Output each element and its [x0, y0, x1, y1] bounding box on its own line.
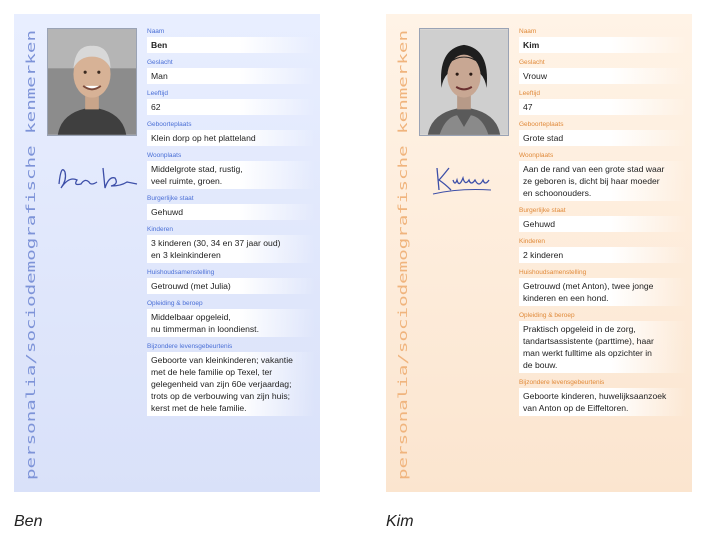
field-kinderen: [147, 226, 315, 263]
field-label: Geslacht: [519, 59, 545, 66]
field-naam: [147, 28, 315, 53]
field-value: Geboorte kinderen, huwelijksaanzoek van Anton op de Eiffeltoren.: [519, 388, 687, 416]
field-value: 62: [147, 99, 315, 115]
field-geslacht: [519, 59, 687, 84]
field-woonplaats: [519, 152, 687, 201]
field-value: Gehuwd: [519, 216, 687, 232]
field-value: Klein dorp op het platteland: [147, 130, 315, 146]
field-naam: [519, 28, 687, 53]
vertical-heading-text: personalia/sociodemografische kenmerken: [396, 193, 410, 480]
field-label: Bijzondere levensgebeurtenis: [147, 343, 233, 350]
field-levensgebeurtenis: [519, 379, 687, 416]
field-value: Middelbaar opgeleid, nu timmerman in loondienst.: [147, 309, 315, 337]
signature-kim-icon: [419, 154, 519, 204]
field-value: Man: [147, 68, 315, 84]
field-value: Gehuwd: [147, 204, 315, 220]
field-value: Getrouwd (met Julia): [147, 278, 315, 294]
field-value: Praktisch opgeleid in de zorg, tandartsassistente (parttime), haar man werkt fulltime als opzichter in de bouw.: [519, 321, 687, 373]
signature: [419, 154, 519, 204]
field-value: Middelgrote stad, rustig, veel ruimte, groen.: [147, 161, 315, 189]
field-value: Geboorte van kleinkinderen; vakantie met de hele familie op Texel, ter gelegenheid van zijn 60e verjaardag; trots op de verbouwing van zijn huis; kerst met de hele familie.: [147, 352, 315, 416]
field-leeftijd: [147, 90, 315, 115]
vertical-heading-text: personalia/sociodemografische kenmerken: [24, 193, 38, 480]
field-label: Naam: [147, 28, 165, 35]
field-value: Vrouw: [519, 68, 687, 84]
field-levensgebeurtenis: [147, 343, 315, 416]
caption-kim: Kim: [386, 513, 414, 530]
field-value: Grote stad: [519, 130, 687, 146]
field-label: Huishoudsamenstelling: [519, 269, 587, 276]
field-value: 2 kinderen: [519, 247, 687, 263]
field-label: Leeftijd: [147, 90, 168, 97]
field-value: Getrouwd (met Anton), twee jonge kinderen en een hond.: [519, 278, 687, 306]
field-label: Woonplaats: [519, 152, 554, 159]
profile-fields: [519, 28, 687, 422]
field-label: Burgerlijke staat: [147, 195, 194, 202]
field-label: Geboorteplaats: [147, 121, 192, 128]
persona-card-ben: [14, 14, 320, 492]
signature: [47, 154, 147, 204]
field-kinderen: [519, 238, 687, 263]
profile-fields: [147, 28, 315, 422]
field-label: Opleiding & beroep: [519, 312, 575, 319]
vertical-heading: [20, 22, 42, 482]
field-label: Geslacht: [147, 59, 173, 66]
field-label: Bijzondere levensgebeurtenis: [519, 379, 605, 386]
field-opleiding-beroep: [147, 300, 315, 337]
field-label: Naam: [519, 28, 537, 35]
caption-ben: Ben: [14, 513, 43, 530]
portrait-photo: [419, 28, 509, 136]
field-value: Aan de rand van een grote stad waar ze geboren is, dicht bij haar moeder en schoonouders.: [519, 161, 687, 201]
field-burgerlijke-staat: [147, 195, 315, 220]
field-burgerlijke-staat: [519, 207, 687, 232]
field-huishoudsamenstelling: [147, 269, 315, 294]
field-geboorteplaats: [147, 121, 315, 146]
vertical-heading: [392, 22, 414, 482]
field-label: Opleiding & beroep: [147, 300, 203, 307]
signature-ben-icon: [47, 154, 147, 204]
field-value: 3 kinderen (30, 34 en 37 jaar oud) en 3 kleinkinderen: [147, 235, 315, 263]
field-label: Burgerlijke staat: [519, 207, 566, 214]
field-label: Leeftijd: [519, 90, 540, 97]
field-huishoudsamenstelling: [519, 269, 687, 306]
field-label: Geboorteplaats: [519, 121, 564, 128]
portrait-woman-icon: [420, 29, 508, 135]
field-value: 47: [519, 99, 687, 115]
persona-card-kim: [386, 14, 692, 492]
portrait-photo: [47, 28, 137, 136]
portrait-man-icon: [48, 29, 136, 135]
field-woonplaats: [147, 152, 315, 189]
field-label: Kinderen: [147, 226, 174, 233]
field-opleiding-beroep: [519, 312, 687, 373]
field-value: Kim: [519, 37, 687, 53]
field-value: Ben: [147, 37, 315, 53]
field-geboorteplaats: [519, 121, 687, 146]
field-label: Huishoudsamenstelling: [147, 269, 215, 276]
field-geslacht: [147, 59, 315, 84]
field-label: Kinderen: [519, 238, 546, 245]
field-label: Woonplaats: [147, 152, 182, 159]
field-leeftijd: [519, 90, 687, 115]
